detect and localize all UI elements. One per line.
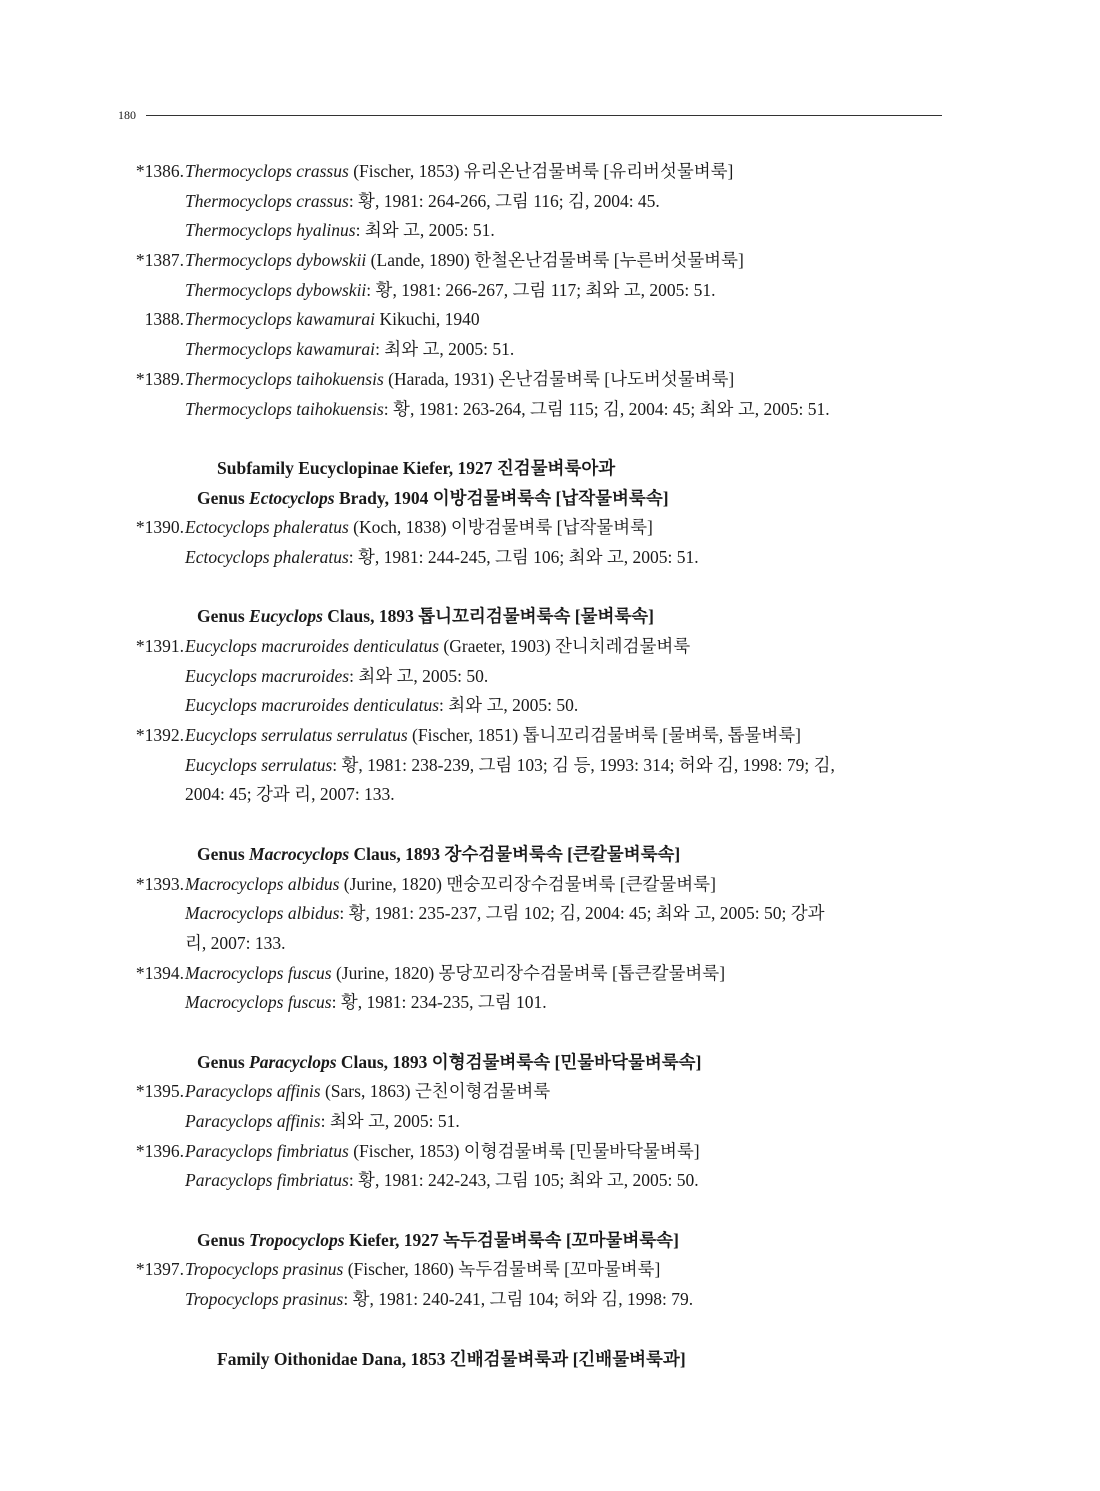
entry-text: Eucyclops macruroides denticulatus (Graeter, 1903) 잔니치레검물벼룩 bbox=[185, 636, 691, 656]
species-entry bbox=[118, 1077, 944, 1107]
synonym-line bbox=[118, 187, 944, 217]
taxon-heading bbox=[118, 602, 944, 632]
page-header bbox=[118, 107, 942, 123]
synonym-text: Eucyclops serrulatus: 황, 1981: 238-239, 그림 103; 김 등, 1993: 314; 허와 김, 1998: 79; 김, bbox=[185, 754, 835, 775]
synonym-line bbox=[118, 929, 944, 959]
synonym-text: Paracyclops affinis: 최와 고, 2005: 51. bbox=[185, 1111, 460, 1131]
synonym-line bbox=[118, 1285, 944, 1315]
synonym-line bbox=[118, 691, 944, 721]
entry-number: 1388. bbox=[144, 309, 184, 330]
synonym-text: Eucyclops macruroides denticulatus: 최와 고, 2005: 50. bbox=[185, 695, 579, 716]
entry-number: *1395. bbox=[135, 1081, 184, 1102]
synonym-line bbox=[118, 780, 944, 810]
entry-number: *1396. bbox=[135, 1140, 184, 1161]
taxon-heading bbox=[118, 1345, 944, 1375]
entry-number: *1392. bbox=[135, 725, 184, 746]
entry-number: *1394. bbox=[135, 962, 184, 983]
synonym-line bbox=[118, 751, 944, 781]
entry-number: *1390. bbox=[135, 517, 184, 538]
species-entry bbox=[118, 365, 944, 395]
entry-number: *1397. bbox=[135, 1259, 184, 1280]
species-entry bbox=[118, 721, 944, 751]
synonym-text: Thermocyclops dybowskii: 황, 1981: 266-267, 그림 117; 최와 고, 2005: 51. bbox=[185, 279, 716, 300]
entry-number: *1393. bbox=[135, 873, 184, 894]
heading-text: Genus Ectocyclops Brady, 1904 이방검물벼룩속 [납작물벼룩속] bbox=[197, 487, 669, 508]
synonym-text: Thermocyclops taihokuensis: 황, 1981: 263-264, 그림 115; 김, 2004: 45; 최와 고, 2005: 51. bbox=[185, 398, 830, 419]
heading-text: Genus Eucyclops Claus, 1893 톱니꼬리검물벼룩속 [물벼룩속] bbox=[197, 606, 655, 627]
entry-text: Paracyclops affinis (Sars, 1863) 근친이형검물벼룩 bbox=[185, 1081, 551, 1102]
synonym-text: 2004: 45; 강과 리, 2007: 133. bbox=[185, 784, 395, 805]
entry-number: *1391. bbox=[135, 636, 184, 656]
entry-number: *1387. bbox=[135, 250, 184, 271]
entry-text: Tropocyclops prasinus (Fischer, 1860) 녹두검물벼룩 [꼬마물벼룩] bbox=[185, 1259, 661, 1280]
taxon-heading bbox=[118, 1048, 944, 1078]
entry-text: Paracyclops fimbriatus (Fischer, 1853) 이형검물벼룩 [민물바닥물벼룩] bbox=[185, 1140, 700, 1161]
section-gap bbox=[118, 1018, 944, 1048]
species-entry bbox=[118, 959, 944, 989]
entry-text: Macrocyclops fuscus (Jurine, 1820) 몽당꼬리장수검물벼룩 [톱큰칼물벼룩] bbox=[185, 962, 726, 983]
species-entry bbox=[118, 870, 944, 900]
synonym-text: Thermocyclops kawamurai: 최와 고, 2005: 51. bbox=[185, 339, 515, 360]
synonym-line bbox=[118, 335, 944, 365]
synonym-text: Macrocyclops albidus: 황, 1981: 235-237, 그림 102; 김, 2004: 45; 최와 고, 2005: 50; 강과 bbox=[185, 903, 825, 924]
synonym-line bbox=[118, 276, 944, 306]
taxon-heading bbox=[118, 484, 944, 514]
heading-text: Genus Macrocyclops Claus, 1893 장수검물벼룩속 [큰칼물벼룩속] bbox=[197, 843, 681, 864]
heading-text: Subfamily Eucyclopinae Kiefer, 1927 진검물벼룩아과 bbox=[217, 457, 616, 478]
synonym-text: Thermocyclops hyalinus: 최와 고, 2005: 51. bbox=[185, 220, 495, 241]
synonym-line bbox=[118, 216, 944, 246]
species-entry bbox=[118, 1137, 944, 1167]
species-entry bbox=[118, 513, 944, 543]
entry-text: Macrocyclops albidus (Jurine, 1820) 맨숭꼬리장수검물벼룩 [큰칼물벼룩] bbox=[185, 873, 716, 894]
synonym-line bbox=[118, 1107, 944, 1137]
synonym-text: Eucyclops macruroides: 최와 고, 2005: 50. bbox=[185, 665, 489, 686]
species-entry bbox=[118, 305, 944, 335]
section-gap bbox=[118, 810, 944, 840]
section-gap bbox=[118, 424, 944, 454]
synonym-line bbox=[118, 395, 944, 425]
synonym-text: Ectocyclops phaleratus: 황, 1981: 244-245, 그림 106; 최와 고, 2005: 51. bbox=[185, 546, 699, 567]
species-entry bbox=[118, 1255, 944, 1285]
section-gap bbox=[118, 1196, 944, 1226]
entry-number: *1386. bbox=[135, 161, 184, 181]
heading-text: Genus Paracyclops Claus, 1893 이형검물벼룩속 [민물바닥물벼룩속] bbox=[197, 1051, 702, 1072]
synonym-line bbox=[118, 988, 944, 1018]
entry-text: Ectocyclops phaleratus (Koch, 1838) 이방검물벼룩 [납작물벼룩] bbox=[185, 517, 653, 538]
taxon-heading bbox=[118, 454, 944, 484]
entry-text: Thermocyclops dybowskii (Lande, 1890) 한철온난검물벼룩 [누른버섯물벼룩] bbox=[185, 250, 744, 271]
taxon-heading bbox=[118, 1226, 944, 1256]
species-entry bbox=[118, 632, 944, 662]
entry-text: Thermocyclops taihokuensis (Harada, 1931) 온난검물벼룩 [나도버섯물벼룩] bbox=[185, 368, 735, 389]
species-entry bbox=[118, 246, 944, 276]
section-gap bbox=[118, 573, 944, 603]
synonym-line bbox=[118, 899, 944, 929]
synonym-text: Tropocyclops prasinus: 황, 1981: 240-241, 그림 104; 허와 김, 1998: 79. bbox=[185, 1289, 694, 1310]
heading-text: Family Oithonidae Dana, 1853 긴배검물벼룩과 [긴배물벼룩과] bbox=[217, 1348, 686, 1369]
header-rule bbox=[146, 115, 942, 116]
synonym-text: Paracyclops fimbriatus: 황, 1981: 242-243, 그림 105; 최와 고, 2005: 50. bbox=[185, 1170, 699, 1191]
species-list bbox=[118, 157, 944, 1374]
page-number: 180 bbox=[118, 108, 136, 122]
section-gap bbox=[118, 1315, 944, 1345]
synonym-text: Macrocyclops fuscus: 황, 1981: 234-235, 그림 101. bbox=[185, 992, 547, 1013]
entry-text: Thermocyclops kawamurai Kikuchi, 1940 bbox=[185, 309, 480, 330]
entry-number: *1389. bbox=[135, 368, 184, 389]
taxon-heading bbox=[118, 840, 944, 870]
entry-text: Eucyclops serrulatus serrulatus (Fischer, 1851) 톱니꼬리검물벼룩 [물벼룩, 톱물벼룩] bbox=[185, 725, 801, 746]
synonym-line bbox=[118, 1166, 944, 1196]
synonym-text: Thermocyclops crassus: 황, 1981: 264-266, 그림 116; 김, 2004: 45. bbox=[185, 190, 660, 211]
synonym-line bbox=[118, 543, 944, 573]
heading-text: Genus Tropocyclops Kiefer, 1927 녹두검물벼룩속 [꼬마물벼룩속] bbox=[197, 1229, 679, 1250]
synonym-text: 리, 2007: 133. bbox=[185, 932, 286, 953]
species-entry bbox=[118, 157, 944, 187]
entry-text: Thermocyclops crassus (Fischer, 1853) 유리온난검물벼룩 [유리버섯물벼룩] bbox=[185, 161, 734, 181]
synonym-line bbox=[118, 662, 944, 692]
